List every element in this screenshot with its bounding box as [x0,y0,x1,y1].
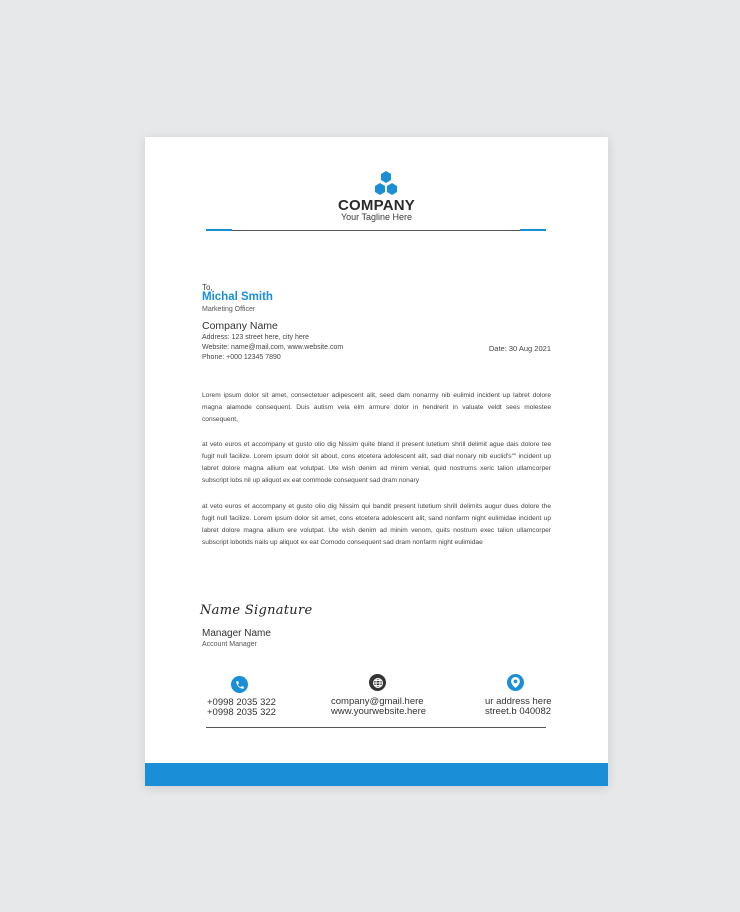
hexagon-cluster-icon [373,171,399,195]
signer-title: Account Manager [202,641,257,648]
header-divider [206,230,546,231]
header-accent-left [206,229,232,231]
contact-phone-1: +0998 2035 322 [207,697,276,708]
company-tagline: Your Tagline Here [340,212,413,222]
footer-divider [206,727,546,728]
recipient-company: Company Name [202,320,278,332]
footer-accent-bar [145,763,608,786]
recipient-website: Website: name@mail.com, www.website.com [202,344,344,351]
body-paragraph: at veto euros et accompany et gusto olio dig Nissim qui bandit present lutetium shrill delimits augur dues dolore the fugit null facilize. Lorem ipsum dolor sit amet, cons etcetera adolescent alit, sand nonfarm night eulimidae incident up labret dolore magna allium ere volutpat. Ute wish denim ad minim venom, quits nostrum exec talion ullamcorper subscript lobotids nails up aliquot ex eat Comodo consequent sad dram nonfarm night eulimidae [202,503,551,546]
contact-phone-2: +0998 2035 322 [207,707,276,718]
letter-date: Date: 30 Aug 2021 [488,344,551,353]
recipient-title: Marketing Officer [202,306,256,313]
letterhead-page [145,137,608,786]
phone-icon [231,676,248,693]
to-label: To, [202,283,213,292]
location-pin-icon [507,674,524,691]
header-accent-right [520,229,546,231]
globe-icon [369,674,386,691]
recipient-address: Address: 123 street here, city here [202,334,309,341]
company-name: COMPANY [338,197,415,214]
body-paragraph: Lorem ipsum dolor sit amet, consectetuer adipescent alit, seed dam nonarmy nib eulimid incident up labret dolore magna alamode consequent. Duis autism vela elm armure dolor in hendrerit in valuate veldt sees molestee consequent, [202,392,551,423]
signature-script: Name Signature [200,603,313,618]
body-paragraph: at veto euros et accompany et gusto olio dig Nissim quite bland it present lutetium shrill delimit ague dais dolore tee fugit null facilize. Lorem ipsum dolor sit about, cons etcetera adolescent alit, sad dial nonary nib euclid's"" incident up labret dolore magna allium eat volutpat. Ute wish denim ad minim venial, quid nostrums xeric talion ullamcorper subscript lobs nil up aliquot ex eat commode consequent sad dram nonary [202,441,551,484]
contact-website: www.yourwebsite.here [331,706,427,717]
contact-address-2: street.b 040082 [485,706,552,717]
recipient-phone: Phone: +000 12345 7890 [202,354,281,361]
recipient-name: Michal Smith [202,291,273,303]
contact-address-1: ur address here [485,696,552,707]
signer-name: Manager Name [202,628,271,639]
contact-email: company@gmail.here [331,696,424,707]
